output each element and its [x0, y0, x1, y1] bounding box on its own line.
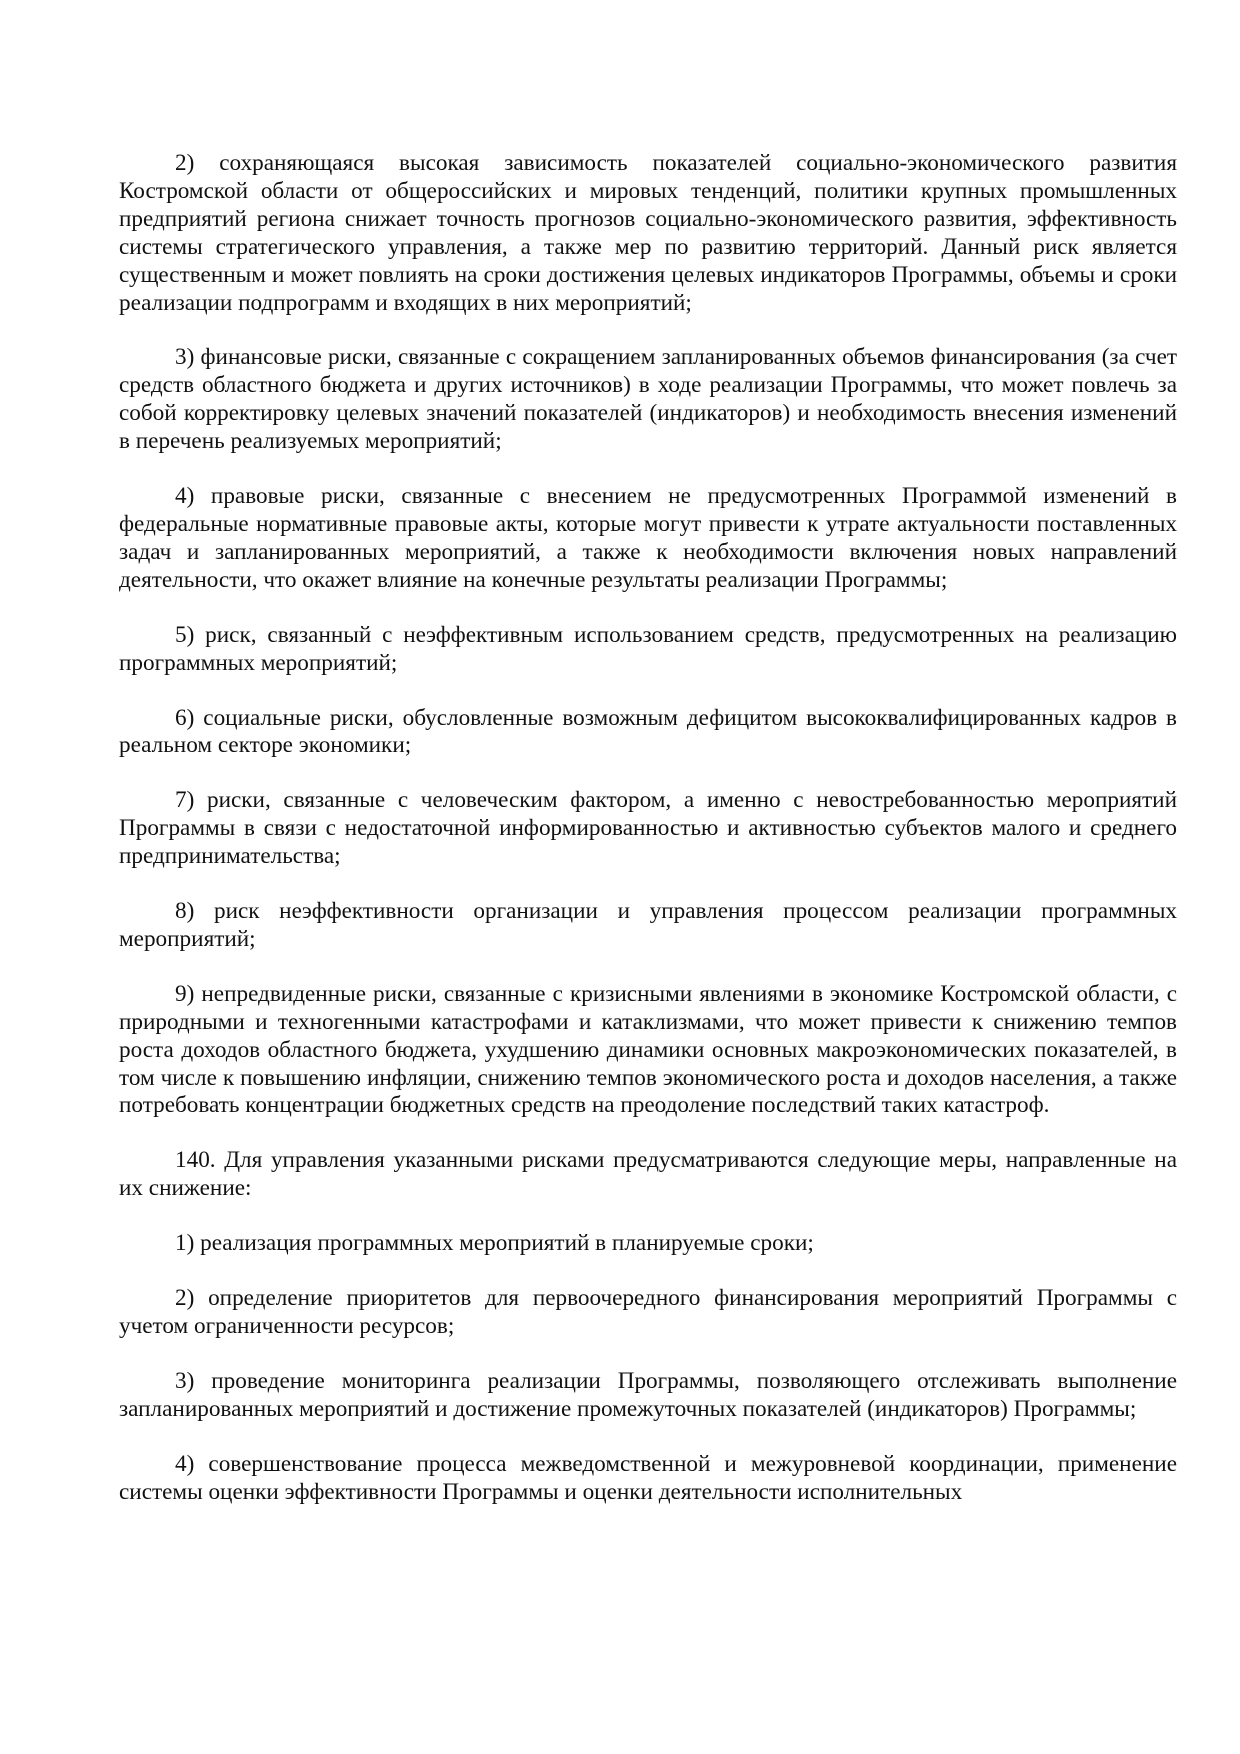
paragraph-risk-6: 6) социальные риски, обусловленные возможным дефицитом высококвалифицированных кадров в реальном секторе экономики;: [119, 704, 1177, 759]
paragraph-measure-1: 1) реализация программных мероприятий в планируемые сроки;: [175, 1230, 814, 1257]
paragraph-risk-3: 3) финансовые риски, связанные с сокращением запланированных объемов финансирования (за счет средств областного бюджета и других источников) в ходе реализации Программы, что может повлечь за собой корректировку целевых значений показателей (индикаторов) и необходимость внесения изменений в перечень реализуемых мероприятий;: [119, 344, 1177, 455]
document-page: [119, 150, 1177, 1507]
paragraph-risk-5: 5) риск, связанный с неэффективным использованием средств, предусмотренных на реализацию программных мероприятий;: [119, 621, 1177, 676]
paragraph-risk-7: 7) риски, связанные с человеческим фактором, а именно с невостребованностью мероприятий Программы в связи с недостаточной информированностью и активностью субъектов малого и среднего предпринимательства;: [119, 787, 1177, 870]
paragraph-section-140: 140. Для управления указанными рисками предусматриваются следующие меры, направленные на их снижение:: [119, 1147, 1177, 1202]
paragraph-risk-4: 4) правовые риски, связанные с внесением не предусмотренных Программой изменений в федеральные нормативные правовые акты, которые могут привести к утрате актуальности поставленных задач и запланированных мероприятий, а также к необходимости включения новых направлений деятельности, что окажет влияние на конечные результаты реализации Программы;: [119, 483, 1177, 593]
paragraph-measure-2: 2) определение приоритетов для первоочередного финансирования мероприятий Программы с учетом ограниченности ресурсов;: [119, 1285, 1177, 1339]
paragraph-measure-4: 4) совершенствование процесса межведомственной и межуровневой координации, применение системы оценки эффективности Программы и оценки деятельности исполнительных: [119, 1450, 1177, 1505]
paragraph-measure-3: 3) проведение мониторинга реализации Программы, позволяющего отслеживать выполнение запланированных мероприятий и достижение промежуточных показателей (индикаторов) Программы;: [119, 1367, 1177, 1422]
paragraph-risk-2: 2) сохраняющаяся высокая зависимость показателей социально-экономического развития Костромской области от общероссийских и мировых тенденций, политики крупных промышленных предприятий региона снижает точность прогнозов социально-экономического развития, эффективность системы стратегического управления, а также мер по развитию территорий. Данный риск является существенным и может повлиять на сроки достижения целевых индикаторов Программы, объемы и сроки реализации подпрограмм и входящих в них мероприятий;: [119, 150, 1177, 316]
paragraph-risk-9: 9) непредвиденные риски, связанные с кризисными явлениями в экономике Костромской области, с природными и техногенными катастрофами и катаклизмами, что может привести к снижению темпов роста доходов областного бюджета, ухудшению динамики основных макроэкономических показателей, в том числе к повышению инфляции, снижению темпов экономического роста и доходов населения, а также потребовать концентрации бюджетных средств на преодоление последствий таких катастроф.: [119, 980, 1177, 1119]
paragraph-risk-8: 8) риск неэффективности организации и управления процессом реализации программных мероприятий;: [119, 898, 1177, 952]
